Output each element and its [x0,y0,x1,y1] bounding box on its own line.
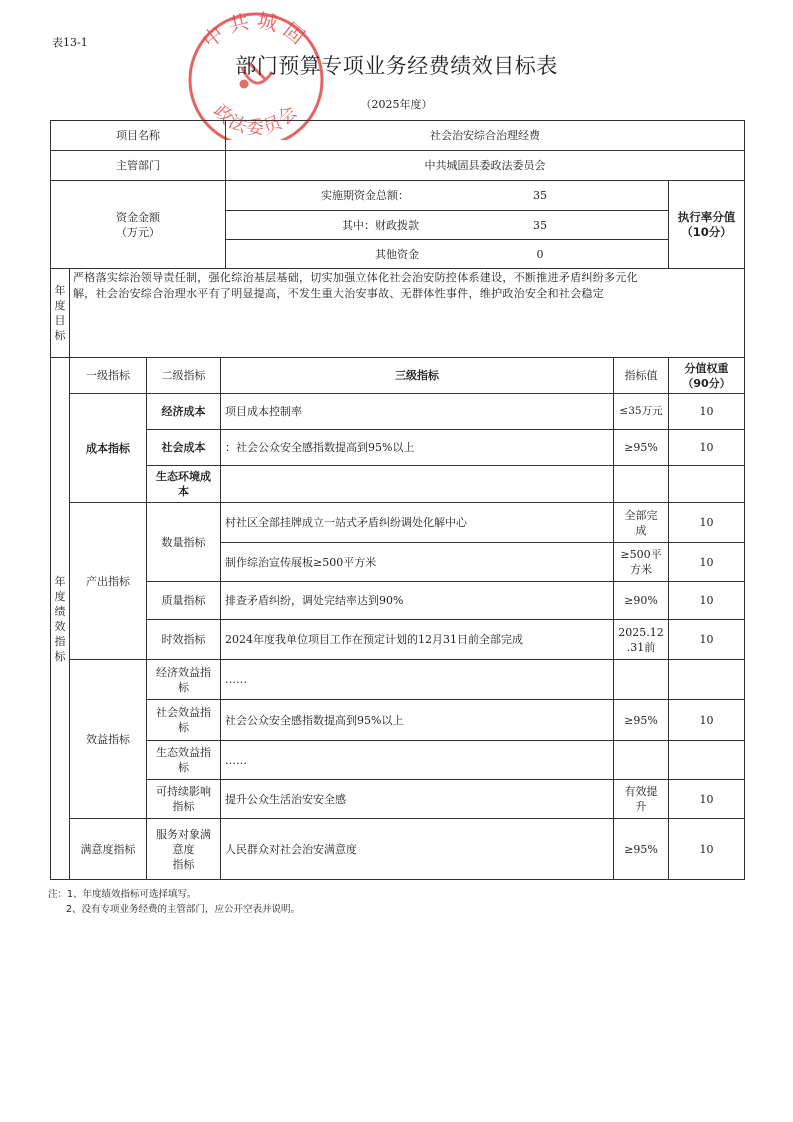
quality-l3: 排查矛盾纠纷，调处完结率达到90% [225,594,404,607]
department-value: 中共城固县委政法委员会 [424,159,546,172]
satisfaction-value: ≥95% [624,842,658,856]
timeliness-value [614,620,668,659]
sustainability-l3: 提升公众生活治安安全感 [225,792,346,806]
annual-goal-line2: 解，社会治安综合治理水平有了明显提高，不发生重大治安事故、无群体性事件，维护政治安全和社会稳定 [73,287,605,300]
benefit-indicator-l1: 效益指标 [86,732,130,746]
eco-benefit-l2-line1: 生态效益指 [156,746,211,759]
eco-cost-l2 [147,466,220,502]
eco-benefit-l2 [147,741,220,779]
eco-benefit-l2-line2: 标 [178,761,189,774]
quantity1-l3: 村社区全部挂牌成立一站式矛盾纠纷调处化解中心 [225,516,467,529]
satisfaction-l2 [147,819,220,879]
quantity1-value-line2: 成 [635,523,647,537]
sustainability-l2-line1: 可持续影响 [156,785,211,798]
economic-benefit-l2-line2: 标 [178,680,189,694]
execution-score-line2: （10分） [681,224,732,239]
performance-indicators-label-text: 年度绩效指标 [54,574,66,663]
social-benefit-l2 [147,700,220,740]
economic-benefit-l2-line1: 经济效益指 [156,665,211,679]
social-cost-weight: 10 [699,441,714,454]
quantity1-value-line1: 全部完 [624,508,658,522]
annual-goal-text [73,270,743,302]
eco-cost-l2-line1: 生态环境成 [156,470,211,483]
social-benefit-l2-line1: 社会效益指 [156,706,211,719]
social-benefit-value: ≥95% [624,713,658,727]
economic-benefit-l3: …… [225,673,247,686]
header-weight-line1: 分值权重 [684,361,729,375]
economic-cost-weight: 10 [699,405,714,418]
satisfaction-l3: 人民群众对社会治安满意度 [225,842,357,856]
header-level1: 一级指标 [86,369,130,382]
sustainability-value-line2: 升 [635,800,647,813]
header-value: 指标值 [624,369,658,382]
funds-label [51,181,225,268]
social-benefit-l2-line2: 标 [178,721,189,734]
quality-indicator-l2: 质量指标 [161,594,206,607]
quantity2-l3: 制作综治宣传展板≥500平方米 [225,555,377,569]
page-title: 部门预算专项业务经费绩效目标表 [235,54,558,78]
svg-text:政法委员会: 政法委员会 [209,100,303,139]
sustainability-value-line1: 有效提 [624,785,658,798]
sustainability-value [614,780,668,818]
eco-benefit-l3: …… [225,753,247,767]
quantity2-value-line1: ≥500平 [620,548,662,561]
other-funds-label: 其他资金 [375,247,419,261]
quantity2-value-line2: 方米 [630,563,652,576]
social-benefit-weight: 10 [699,713,714,727]
funds-label-line2: （万元） [116,225,160,239]
sustainability-l2 [147,780,220,818]
eco-cost-l2-line2: 本 [178,485,189,498]
timeliness-value-line2: .31前 [626,640,656,654]
other-funds-value: 0 [536,247,544,261]
satisfaction-l2-line3: 指标 [172,857,195,871]
header-level3: 三级指标 [395,369,439,382]
form-number: 表13-1 [52,36,88,49]
header-weight-line2: （90分） [682,376,731,390]
annual-goal-line1: 严格落实综治领导责任制，强化综治基层基础，切实加强立体化社会治安防控体系建设，不断推进矛盾纠纷多元化 [73,271,638,284]
performance-indicators-label [51,358,69,879]
total-funds-label: 实施期资金总额： [321,189,409,202]
fiscal-funds-label: 其中：财政拨款 [342,218,419,232]
satisfaction-l2-line1: 服务对象满 [156,827,211,841]
satisfaction-weight: 10 [699,842,714,856]
execution-score-label [669,181,744,268]
social-cost-value: ≥95% [624,441,658,454]
quantity1-value [614,503,668,542]
quality-weight: 10 [699,594,714,607]
header-level2: 二级指标 [161,369,206,382]
department-label: 主管部门 [116,159,160,172]
social-cost-l3: ：社会公众安全感指数提高到95%以上 [225,441,415,454]
timeliness-l3: 2024年度我单位项目工作在预定计划的12月31日前全部完成 [225,633,523,646]
funds-label-line1: 资金金额 [116,210,160,224]
timeliness-indicator-l2: 时效指标 [161,633,206,646]
satisfaction-l2-line2: 意度 [172,842,195,856]
annual-goal-label [51,269,69,357]
economic-cost-value: ≤35万元 [619,405,663,417]
project-name-label: 项目名称 [116,129,160,142]
total-funds-value: 35 [533,189,547,202]
execution-score-line1: 执行率分值 [677,209,736,224]
quantity2-weight: 10 [699,555,714,569]
economic-benefit-l2 [147,660,220,699]
header-weight [669,358,744,393]
economic-cost-l2: 经济成本 [161,405,206,418]
fiscal-year: （2025年度） [360,98,433,111]
note-line1: 注：1、年度绩效指标可选择填写。 [48,889,197,900]
fiscal-funds-value: 35 [533,218,547,232]
sustainability-weight: 10 [699,792,714,806]
annual-goal-label-text: 年度目标 [54,284,66,342]
social-benefit-l3: 社会公众安全感指数提高到95%以上 [225,713,404,727]
sustainability-l2-line2: 指标 [172,800,195,813]
social-cost-l2: 社会成本 [161,441,206,454]
svg-text:中共城固: 中共城固 [197,8,315,53]
quantity-indicator-l2: 数量指标 [161,535,206,549]
economic-cost-l3: 项目成本控制率 [225,405,302,418]
note-line2: 2、没有专项业务经费的主管部门，应公开空表并说明。 [66,904,301,915]
timeliness-value-line1: 2025.12 [618,625,664,639]
output-indicator-l1: 产出指标 [86,574,130,588]
cost-indicator-l1: 成本指标 [86,441,130,455]
quality-value: ≥90% [624,594,658,607]
project-name-value: 社会治安综合治理经费 [430,129,540,142]
quantity1-weight: 10 [699,516,714,529]
satisfaction-indicator-l1: 满意度指标 [80,842,136,856]
timeliness-weight: 10 [699,633,714,646]
quantity2-value [614,543,668,581]
